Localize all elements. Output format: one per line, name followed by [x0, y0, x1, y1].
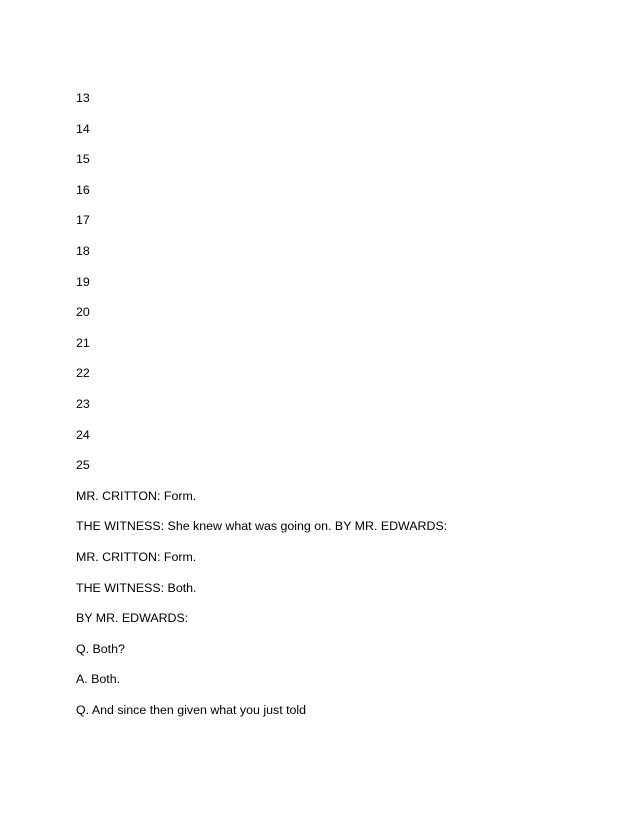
line-number: 25: [76, 458, 90, 473]
transcript-line: MR. CRITTON: Form.: [76, 488, 197, 503]
line-number: 18: [76, 243, 90, 258]
line-number: 22: [76, 366, 90, 381]
line-number: 21: [76, 335, 90, 350]
line-number: 24: [76, 427, 90, 442]
transcript-line: A. Both.: [76, 672, 121, 687]
line-number: 17: [76, 213, 90, 228]
transcript-line: THE WITNESS: She knew what was going on. BY MR. EDWARDS:: [76, 519, 448, 534]
line-number: 14: [76, 121, 90, 136]
line-number: 13: [76, 91, 90, 105]
transcript-lines: [76, 89, 447, 731]
transcript-line: BY MR. EDWARDS:: [76, 611, 189, 626]
line-number: 19: [76, 274, 90, 289]
transcript-line: Q. And since then given what you just told: [76, 702, 307, 717]
line-number: 23: [76, 396, 90, 411]
line-number: 16: [76, 182, 90, 197]
transcript-line: THE WITNESS: Both.: [76, 580, 197, 595]
line-number: 20: [76, 305, 90, 320]
line-number: 15: [76, 152, 90, 167]
transcript-line: Q. Both?: [76, 641, 125, 656]
transcript-line: MR. CRITTON: Form.: [76, 549, 197, 564]
